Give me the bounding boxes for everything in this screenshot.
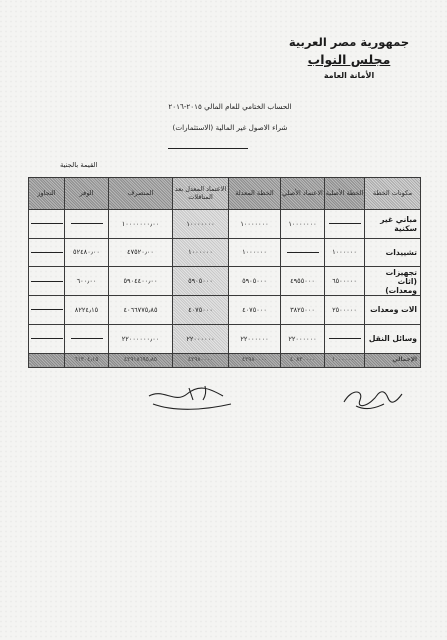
table-cell: ٨٢٢٤٫١٥ (65, 296, 109, 325)
table-row (29, 267, 421, 296)
table-row (29, 324, 421, 353)
table-cell: ١٠٠٠٠٠٠٠٫٠٠ (109, 209, 173, 238)
row-label: الإجمالي (365, 353, 421, 367)
table-cell: ٦٥٠٠٠٠٠ (325, 267, 365, 296)
empty-dash (71, 338, 103, 339)
table-cell: ١٠٠٠٠٠٠٠ (325, 353, 365, 367)
table-cell: ٤٠٧٥٠٠٠ (173, 296, 229, 325)
title-line-1: الحساب الختامي للعام المالي ٢٠١٥-٢٠١٦ (168, 102, 292, 111)
council-name: مجلس النواب (307, 52, 391, 67)
header-cell: المنصرف (109, 178, 173, 210)
secretariat-name: الأمانة العامة (323, 71, 375, 80)
table-cell: ٣٨٢٥٠٠٠ (281, 296, 325, 325)
table-cell: ٤٩٥٥٠٠٠ (281, 267, 325, 296)
title-line-2: شراء الاصول غير المالية (الاستثمارات) (172, 123, 288, 132)
letterhead (279, 34, 419, 82)
table-cell: ٥٩٠٥٠٠٠ (229, 267, 281, 296)
row-label: تشييدات (365, 238, 421, 267)
header-cell: الوفر (65, 178, 109, 210)
empty-dash (31, 338, 63, 339)
table-total-row (29, 353, 421, 367)
row-label: مباني غير سكنية (365, 209, 421, 238)
header-cell: الاعتماد المعدل بعد المناقلات (173, 178, 229, 210)
table-cell: ٥٩٠٤٤٠٠٫٠٠ (109, 267, 173, 296)
table-cell (29, 296, 65, 325)
country-name: جمهورية مصر العربية (288, 35, 410, 49)
signature-left (145, 382, 235, 412)
table-cell: ١٠٠٠٠٠٠٠ (281, 209, 325, 238)
header-cell: الخطة الأصلية (325, 178, 365, 210)
table-cell: ٤٢٩٨٠٠٠٠ (173, 353, 229, 367)
table-cell: ١٠٠٠٠٠٠٠ (229, 209, 281, 238)
empty-dash (329, 223, 361, 224)
empty-dash (71, 223, 103, 224)
table-row (29, 238, 421, 267)
table-cell (29, 209, 65, 238)
table-cell: ١٠٠٠٠٠٠ (173, 238, 229, 267)
table-cell (29, 353, 65, 367)
table-cell: ٥٢٤٨٠٫٠٠ (65, 238, 109, 267)
row-label: الات ومعدات (365, 296, 421, 325)
table-cell: ٢٢٠٠٠٠٠٠ (229, 324, 281, 353)
row-label: تجهيزات (اثاث ومعدات) (365, 267, 421, 296)
empty-dash (31, 281, 63, 282)
table-cell: ٢٢٠٠٠٠٠٠ (281, 324, 325, 353)
table-cell: ٤٢٩١٨٦٩٥٫٨٥ (109, 353, 173, 367)
table-cell: ١٠٠٠٠٠٠٠ (173, 209, 229, 238)
signature-right (338, 384, 408, 414)
document-title (130, 101, 330, 134)
title-underline (168, 148, 248, 149)
header-cell: الاعتماد الأصلي (281, 178, 325, 210)
table-cell (325, 209, 365, 238)
table-cell: ٤٠٧٥٠٠٠ (229, 296, 281, 325)
table-cell (281, 238, 325, 267)
table-cell: ٢٢٠٠٠٠٠٠ (173, 324, 229, 353)
table-header-row (29, 178, 421, 210)
header-cell: التجاوز (29, 178, 65, 210)
table-cell (65, 324, 109, 353)
empty-dash (31, 252, 63, 253)
empty-dash (329, 338, 361, 339)
unit-note: القيمة بالجنية (60, 161, 98, 169)
table-cell: ١٠٠٠٠٠٠ (325, 238, 365, 267)
table-cell: ٢٥٠٠٠٠٠ (325, 296, 365, 325)
table-cell: ٢٢٠٠٠٠٠٠٫٠٠ (109, 324, 173, 353)
table-cell: ١٠٠٠٠٠٠ (229, 238, 281, 267)
table-cell (29, 267, 65, 296)
table-cell: ٦٠٠٫٠٠ (65, 267, 109, 296)
table-cell: ٤٢٩٨٠٠٠٠ (229, 353, 281, 367)
table-cell (29, 238, 65, 267)
table-cell (29, 324, 65, 353)
table-row (29, 209, 421, 238)
header-cell: مكونات الخطة (365, 178, 421, 210)
table-cell: ٤٠٦٦٧٧٥٫٨٥ (109, 296, 173, 325)
empty-dash (31, 223, 63, 224)
table-cell: ٥٩٠٥٠٠٠ (173, 267, 229, 296)
table-cell: ٤٠٨٣٠٠٠٠ (281, 353, 325, 367)
financial-table (28, 177, 421, 368)
empty-dash (287, 252, 319, 253)
table-cell: ٤٧٥٢٠٫٠٠ (109, 238, 173, 267)
empty-dash (31, 309, 63, 310)
table-row (29, 296, 421, 325)
table-cell: ٦١٣٠٤٫١٥ (65, 353, 109, 367)
header-cell: الخطة المعدلة (229, 178, 281, 210)
table-cell (65, 209, 109, 238)
table-cell (325, 324, 365, 353)
row-label: وسائل النقل (365, 324, 421, 353)
